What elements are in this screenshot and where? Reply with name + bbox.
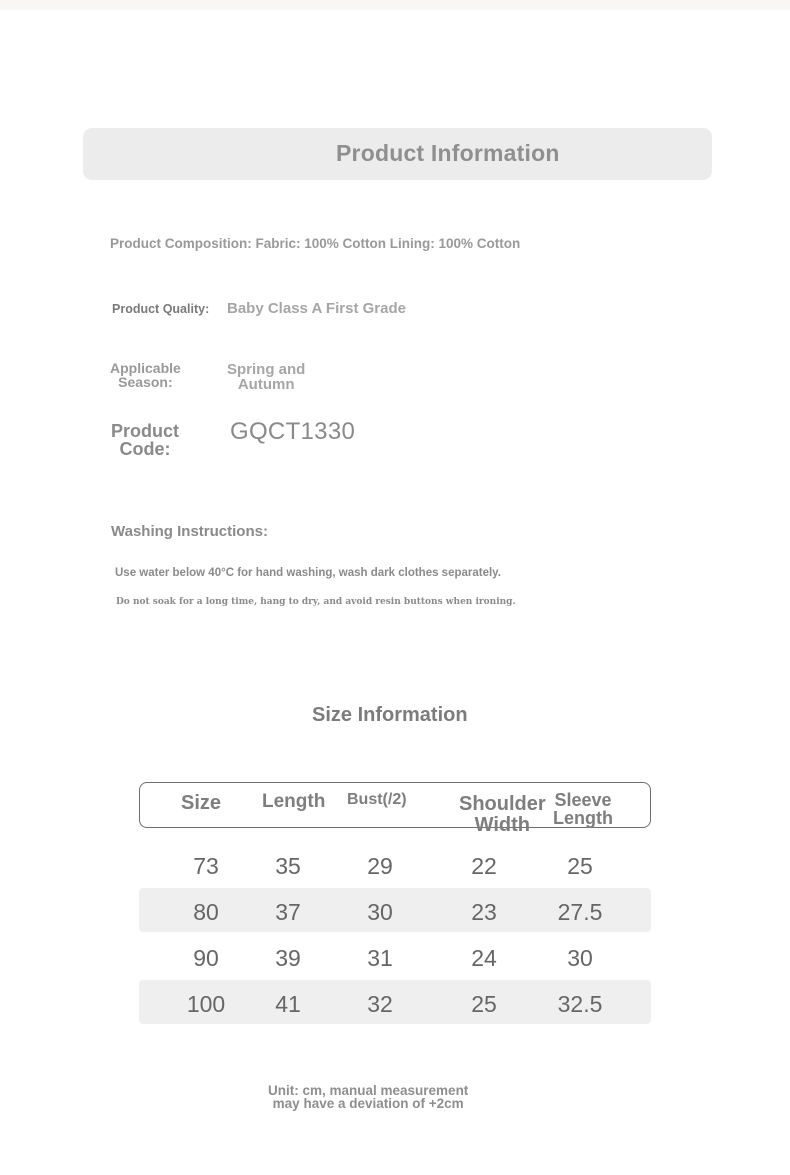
season-value-line2: Autumn (237, 376, 295, 393)
washing-instructions-label: Washing Instructions: (111, 523, 268, 540)
cell-size: 73 (193, 853, 219, 879)
cell-size: 90 (193, 945, 219, 971)
season-label (110, 361, 181, 389)
header-length: Length (262, 791, 326, 812)
cell-length: 41 (275, 991, 301, 1017)
header-sleeve-line1: Sleeve (554, 790, 612, 810)
header-size: Size (181, 792, 222, 814)
product-code-label-line2: Code: (119, 439, 171, 459)
product-quality-value: Baby Class A First Grade (227, 300, 406, 317)
cell-shoulder: 25 (471, 991, 497, 1017)
header-sleeve-line2: Length (553, 808, 613, 828)
header-bust: Bust(/2) (347, 791, 407, 808)
cell-length: 39 (275, 945, 301, 971)
cell-sleeve: 25 (567, 853, 593, 879)
washing-instruction-line: Use water below 40°C for hand washing, wash dark clothes separately. (115, 567, 501, 579)
product-code-label-line1: Product (111, 421, 180, 441)
top-strip (0, 0, 790, 10)
cell-shoulder: 23 (471, 899, 497, 925)
cell-sleeve: 32.5 (557, 991, 603, 1017)
header-shoulder-width (459, 794, 546, 836)
size-info-title: Size Information (312, 704, 468, 726)
season-label-line1: Applicable (110, 360, 181, 376)
measurement-note-line2: may have a deviation of +2cm (272, 1096, 464, 1111)
measurement-note (268, 1084, 468, 1110)
measurement-note-line1: Unit: cm, manual measurement (268, 1083, 469, 1098)
product-quality-label: Product Quality: (112, 302, 210, 316)
product-code-label (111, 422, 179, 458)
cell-shoulder: 24 (471, 945, 497, 971)
season-label-line2: Season: (118, 374, 173, 390)
header-sleeve-length (553, 791, 613, 827)
cell-bust: 31 (367, 945, 393, 971)
cell-sleeve: 27.5 (557, 899, 603, 925)
cell-sleeve: 30 (567, 945, 593, 971)
season-value (227, 362, 305, 392)
product-info-title: Product Information (336, 140, 560, 166)
cell-shoulder: 22 (471, 853, 497, 879)
product-code-value: GQCT1330 (230, 418, 356, 445)
header-shoulder-line2: Width (474, 814, 531, 836)
cell-size: 100 (186, 991, 226, 1017)
product-composition: Product Composition: Fabric: 100% Cotton Lining: 100% Cotton (110, 236, 521, 251)
header-shoulder-line1: Shoulder (459, 793, 546, 815)
cell-bust: 32 (367, 991, 393, 1017)
cell-bust: 29 (367, 853, 393, 879)
season-value-line1: Spring and (227, 361, 306, 378)
cell-bust: 30 (367, 899, 393, 925)
cell-length: 35 (275, 853, 301, 879)
washing-instruction-line: Do not soak for a long time, hang to dry, and avoid resin buttons when ironing. (116, 597, 516, 607)
cell-size: 80 (193, 899, 219, 925)
cell-length: 37 (275, 899, 301, 925)
